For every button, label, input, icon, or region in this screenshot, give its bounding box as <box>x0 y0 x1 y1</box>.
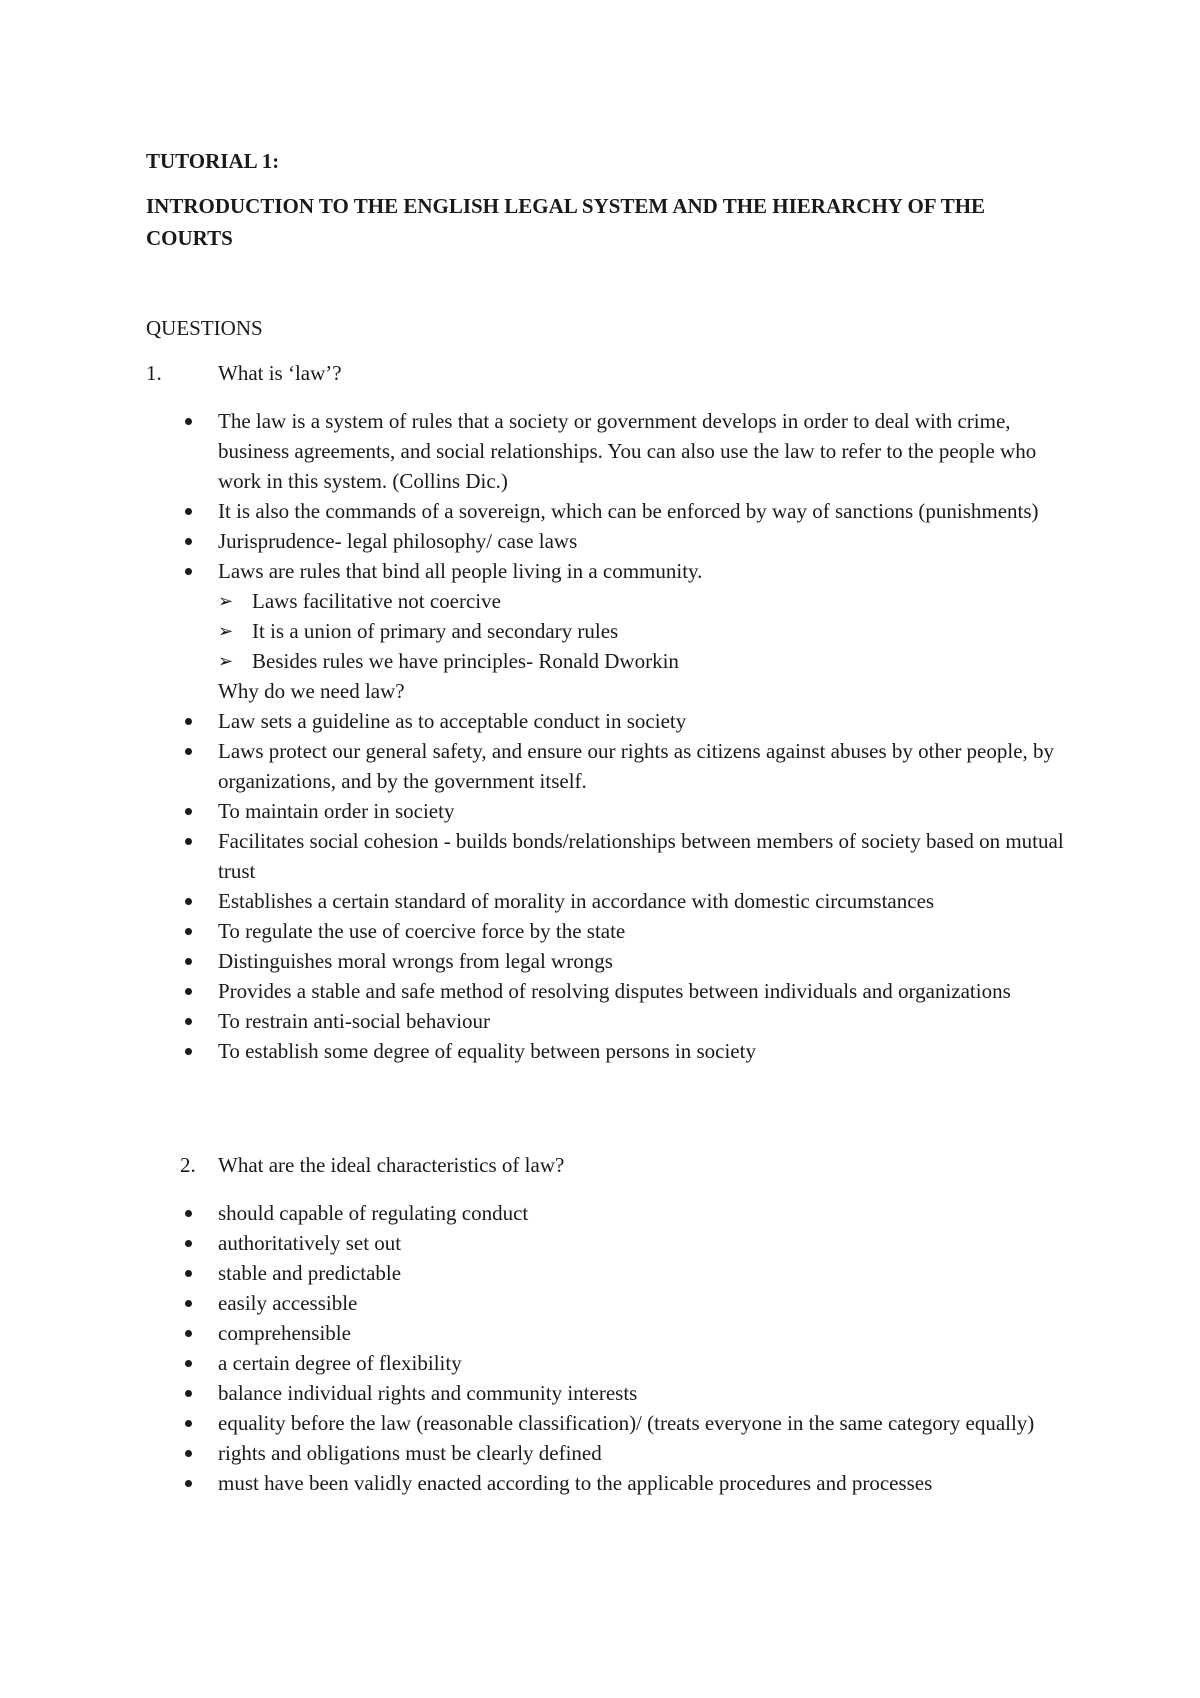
list-item: Laws protect our general safety, and ensure our rights as citizens against abuses by other people, by organizations, and by the government itself. <box>180 736 1080 796</box>
sub-list-item: ➢ Laws facilitative not coercive <box>180 586 1080 616</box>
bullet-icon <box>185 1330 192 1337</box>
question-1-number: 1. <box>146 361 162 385</box>
list-item: The law is a system of rules that a society or government develops in order to deal with crime, business agreements, and social relationships. You can also use the law to refer to the people who work in this system. (Collins Dic.) <box>180 406 1080 496</box>
bullet-icon <box>185 1240 192 1247</box>
bullet-icon <box>185 1300 192 1307</box>
why-heading: Why do we need law? <box>218 679 405 703</box>
bullet-icon <box>185 1390 192 1397</box>
bullet-icon <box>185 1450 192 1457</box>
tutorial-label: TUTORIAL 1: <box>146 149 280 173</box>
bullet-icon <box>185 568 192 575</box>
bullet-icon <box>185 898 192 905</box>
bullet-icon <box>185 838 192 845</box>
sub-list <box>180 586 1080 676</box>
bullet-icon <box>185 508 192 515</box>
list-item: equality before the law (reasonable classification)/ (treats everyone in the same category equally) <box>180 1408 1080 1438</box>
list-item: Distinguishes moral wrongs from legal wrongs <box>180 946 1080 976</box>
list-item: To establish some degree of equality between persons in society <box>180 1036 1080 1066</box>
question-1-text: What is ‘law’? <box>218 361 342 385</box>
questions-heading: QUESTIONS <box>146 316 263 340</box>
list-item: Jurisprudence- legal philosophy/ case laws <box>180 526 1080 556</box>
list-item: Facilitates social cohesion - builds bonds/relationships between members of society based on mutual trust <box>180 826 1080 886</box>
list-item: Establishes a certain standard of morality in accordance with domestic circumstances <box>180 886 1080 916</box>
list-item: To restrain anti-social behaviour <box>180 1006 1080 1036</box>
list-item: It is also the commands of a sovereign, which can be enforced by way of sanctions (punishments) <box>180 496 1080 526</box>
bullet-icon <box>185 928 192 935</box>
bullet-icon <box>185 1018 192 1025</box>
list-item: Laws are rules that bind all people living in a community. <box>180 556 1080 586</box>
list-item: comprehensible <box>180 1318 1080 1348</box>
arrow-bullet-icon: ➢ <box>218 591 234 611</box>
arrow-bullet-icon: ➢ <box>218 651 234 671</box>
list-item: Provides a stable and safe method of resolving disputes between individuals and organizations <box>180 976 1080 1006</box>
why-heading-item <box>180 676 1080 706</box>
sub-list-item: ➢ Besides rules we have principles- Ronald Dworkin <box>180 646 1080 676</box>
list-item: stable and predictable <box>180 1258 1080 1288</box>
list-item: easily accessible <box>180 1288 1080 1318</box>
arrow-bullet-icon: ➢ <box>218 621 234 641</box>
sub-bullet-list <box>180 586 1080 676</box>
bullet-icon <box>185 808 192 815</box>
list-item: To maintain order in society <box>180 796 1080 826</box>
list-item: should capable of regulating conduct <box>180 1198 1080 1228</box>
bullet-icon <box>185 1480 192 1487</box>
bullet-icon <box>185 988 192 995</box>
question-2-number: 2. <box>180 1153 196 1177</box>
list-item: Law sets a guideline as to acceptable conduct in society <box>180 706 1080 736</box>
list-item: To regulate the use of coercive force by the state <box>180 916 1080 946</box>
question-2-text: What are the ideal characteristics of law? <box>218 1153 565 1177</box>
sub-list-item: ➢ It is a union of primary and secondary rules <box>180 616 1080 646</box>
list-item: must have been validly enacted according to the applicable procedures and processes <box>180 1468 1080 1498</box>
bullet-icon <box>185 538 192 545</box>
list-item: rights and obligations must be clearly defined <box>180 1438 1080 1468</box>
list-item: balance individual rights and community interests <box>180 1378 1080 1408</box>
bullet-icon <box>185 1360 192 1367</box>
list-item: a certain degree of flexibility <box>180 1348 1080 1378</box>
bullet-icon <box>185 958 192 965</box>
question-1-answers <box>180 406 1080 1066</box>
bullet-icon <box>185 1270 192 1277</box>
bullet-icon <box>185 418 192 425</box>
list-item: authoritatively set out <box>180 1228 1080 1258</box>
bullet-icon <box>185 718 192 725</box>
question-2-answers <box>180 1198 1080 1498</box>
page-title: INTRODUCTION TO THE ENGLISH LEGAL SYSTEM AND THE HIERARCHY OF THE COURTS <box>146 194 986 250</box>
bullet-icon <box>185 1210 192 1217</box>
bullet-icon <box>185 748 192 755</box>
bullet-icon <box>185 1420 192 1427</box>
bullet-icon <box>185 1048 192 1055</box>
